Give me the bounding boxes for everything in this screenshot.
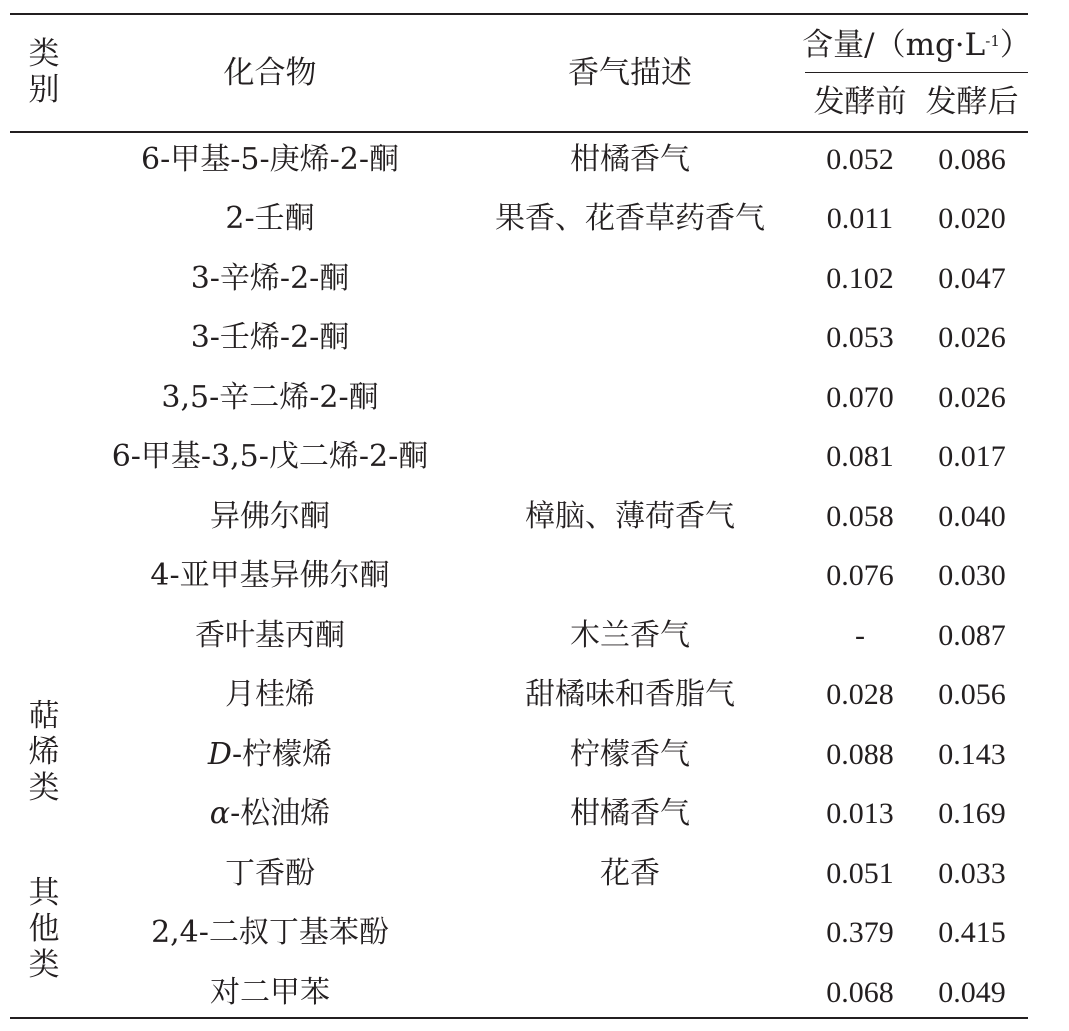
after-value: 0.086 bbox=[938, 142, 1006, 176]
table-row bbox=[10, 785, 1028, 845]
aroma-cell: 花香 bbox=[600, 855, 660, 891]
group-label-char: 类 bbox=[28, 946, 60, 983]
aroma-cell bbox=[475, 428, 785, 488]
aroma-cell bbox=[475, 309, 785, 369]
compound-cell bbox=[110, 666, 430, 726]
compound-name: 3-辛烯-2-酮 bbox=[190, 260, 350, 296]
compound-name: 异佛尔酮 bbox=[210, 498, 330, 534]
compound-italic-prefix: α bbox=[209, 796, 231, 832]
after-value: 0.056 bbox=[938, 678, 1006, 712]
compound-name: 对二甲苯 bbox=[210, 974, 330, 1010]
compound-name: 丁香酚 bbox=[225, 855, 315, 891]
after-value: 0.087 bbox=[938, 618, 1006, 652]
compound-name: 香叶基丙酮 bbox=[195, 617, 345, 653]
after-value: 0.040 bbox=[938, 499, 1006, 533]
after-value: 0.017 bbox=[938, 440, 1006, 474]
after-value: 0.047 bbox=[938, 261, 1006, 295]
aroma-cell: 柠檬香气 bbox=[570, 736, 690, 772]
table-row bbox=[10, 606, 1028, 666]
table-row bbox=[10, 904, 1028, 964]
after-value: 0.049 bbox=[938, 975, 1006, 1009]
table-row bbox=[10, 547, 1028, 607]
compound-name: 月桂烯 bbox=[225, 677, 315, 713]
before-value: 0.013 bbox=[826, 797, 894, 831]
compound-cell bbox=[110, 428, 430, 488]
group-label-char: 萜 bbox=[28, 698, 60, 735]
compound-name: 6-甲基-3,5-戊二烯-2-酮 bbox=[111, 439, 429, 475]
aroma-cell bbox=[475, 963, 785, 1023]
top-rule bbox=[10, 13, 1028, 15]
aroma-cell: 柑橘香气 bbox=[570, 141, 690, 177]
table-row bbox=[10, 963, 1028, 1023]
content-sub-rule bbox=[805, 72, 1028, 73]
compound-cell bbox=[110, 725, 430, 785]
before-value: 0.081 bbox=[826, 440, 894, 474]
aroma-cell bbox=[475, 249, 785, 309]
before-value: 0.052 bbox=[826, 142, 894, 176]
compound-name: -柠檬烯 bbox=[231, 736, 333, 772]
compound-cell bbox=[110, 606, 430, 666]
before-value: 0.028 bbox=[826, 678, 894, 712]
aroma-cell: 甜橘味和香脂气 bbox=[525, 677, 735, 713]
before-value: 0.088 bbox=[826, 737, 894, 771]
before-value: 0.379 bbox=[826, 916, 894, 950]
before-value: - bbox=[855, 618, 865, 652]
after-value: 0.026 bbox=[938, 380, 1006, 414]
table-row bbox=[10, 130, 1028, 190]
header-content-sup: -1 bbox=[985, 31, 1000, 50]
table-row bbox=[10, 428, 1028, 488]
compound-italic-prefix: D bbox=[207, 736, 232, 772]
compound-name: 3,5-辛二烯-2-酮 bbox=[161, 379, 379, 415]
compound-name: -松油烯 bbox=[230, 796, 331, 832]
before-value: 0.102 bbox=[826, 261, 894, 295]
header-content-close: ） bbox=[999, 26, 1031, 63]
header-category-char: 类 bbox=[28, 36, 60, 73]
table-row bbox=[10, 309, 1028, 369]
after-value: 0.026 bbox=[938, 321, 1006, 355]
table-row bbox=[10, 249, 1028, 309]
compound-name: 3-壬烯-2-酮 bbox=[190, 320, 350, 356]
data-table bbox=[10, 0, 1031, 1031]
after-value: 0.033 bbox=[938, 856, 1006, 890]
after-value: 0.030 bbox=[938, 559, 1006, 593]
after-value: 0.020 bbox=[938, 202, 1006, 236]
compound-name: 2,4-二叔丁基苯酚 bbox=[151, 915, 389, 951]
aroma-cell bbox=[475, 547, 785, 607]
compound-cell bbox=[110, 249, 430, 309]
before-value: 0.076 bbox=[826, 559, 894, 593]
after-value: 0.415 bbox=[938, 916, 1006, 950]
aroma-cell: 果香、花香草药香气 bbox=[495, 201, 765, 237]
after-value: 0.143 bbox=[938, 737, 1006, 771]
header-category-char: 别 bbox=[28, 72, 60, 108]
compound-name: 4-亚甲基异佛尔酮 bbox=[150, 558, 390, 594]
aroma-cell: 柑橘香气 bbox=[570, 796, 690, 832]
aroma-cell bbox=[475, 368, 785, 428]
compound-cell bbox=[110, 190, 430, 250]
table-row bbox=[10, 487, 1028, 547]
header-category bbox=[24, 30, 64, 116]
header-content-text: 含量/（mg·L bbox=[802, 26, 986, 63]
compound-cell bbox=[110, 844, 430, 904]
compound-cell bbox=[110, 487, 430, 547]
compound-cell bbox=[110, 547, 430, 607]
table-row bbox=[10, 725, 1028, 785]
group-label-char: 类 bbox=[28, 769, 60, 806]
aroma-cell: 樟脑、薄荷香气 bbox=[525, 498, 735, 534]
after-value: 0.169 bbox=[938, 797, 1006, 831]
group-label-char: 他 bbox=[28, 911, 60, 948]
table-row bbox=[10, 844, 1028, 904]
before-value: 0.070 bbox=[826, 380, 894, 414]
group-label-char: 烯 bbox=[28, 734, 60, 771]
table-row bbox=[10, 190, 1028, 250]
header-aroma: 香气描述 bbox=[568, 54, 692, 91]
compound-cell bbox=[110, 785, 430, 845]
aroma-cell bbox=[475, 904, 785, 964]
before-value: 0.051 bbox=[826, 856, 894, 890]
before-value: 0.058 bbox=[826, 499, 894, 533]
group-label-char: 其 bbox=[28, 875, 60, 912]
header-after: 发酵后 bbox=[925, 83, 1019, 120]
compound-name: 6-甲基-5-庚烯-2-酮 bbox=[141, 141, 399, 177]
aroma-cell: 木兰香气 bbox=[570, 617, 690, 653]
before-value: 0.053 bbox=[826, 321, 894, 355]
compound-cell bbox=[110, 309, 430, 369]
before-value: 0.068 bbox=[826, 975, 894, 1009]
compound-cell bbox=[110, 368, 430, 428]
header-content bbox=[802, 22, 1031, 68]
compound-name: 2-壬酮 bbox=[225, 201, 315, 237]
header-compound: 化合物 bbox=[223, 54, 317, 91]
compound-cell bbox=[110, 963, 430, 1023]
table-row bbox=[10, 368, 1028, 428]
compound-cell bbox=[110, 130, 430, 190]
header-before: 发酵前 bbox=[813, 83, 907, 120]
compound-cell bbox=[110, 904, 430, 964]
before-value: 0.011 bbox=[826, 202, 894, 236]
table-row bbox=[10, 666, 1028, 726]
